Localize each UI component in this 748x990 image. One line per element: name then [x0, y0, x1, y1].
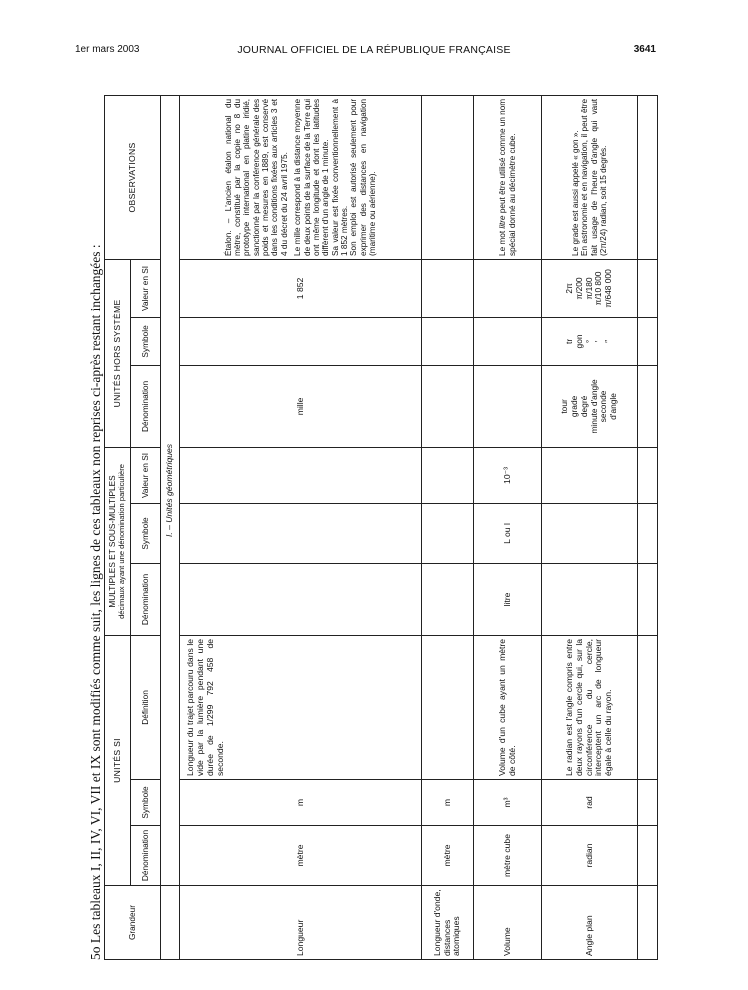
list-item: π/200 — [573, 277, 584, 300]
list-item: π/10 800 — [593, 271, 604, 306]
cell-empty — [638, 563, 658, 635]
col-mult-symbole: Symbole — [131, 503, 161, 563]
units-table — [104, 95, 658, 960]
cell-si-symbole: m — [180, 780, 422, 826]
cell-mult-valeur — [542, 447, 638, 503]
cell-empty — [638, 317, 658, 365]
header-journal-title: JOURNAL OFFICIEL DE LA RÉPUBLIQUE FRANÇAISE — [237, 44, 511, 56]
header-page-number: 3641 — [633, 44, 656, 55]
cell-grandeur: Angle plan — [542, 886, 638, 960]
cell-si-definition: Longueur du trajet parcouru dans le vide par la lumière pendant une durée de 1/299 792 458 de seconde. — [180, 635, 422, 779]
cell-empty — [638, 365, 658, 447]
header-date: 1er mars 2003 — [75, 44, 140, 55]
cell-si-definition: Volume d'un cube ayant un mètre de côté. — [474, 635, 542, 779]
list-item: minute d'angle — [588, 379, 599, 434]
cell-hs-denomination — [474, 365, 542, 447]
cell-mult-valeur — [422, 447, 474, 503]
cell-hs-denomination — [542, 365, 638, 447]
obs-litre-word: litre — [498, 215, 508, 229]
cell-hs-valeur — [422, 259, 474, 317]
obs-heure-angle: En astronomie et en navigation, il peut être fait usage de l'heure d'angle qui vaut (2π/24) radian, soit 15 degrés. — [580, 98, 608, 256]
list-item: 2π — [564, 283, 575, 294]
table-row-volume — [474, 95, 542, 959]
list-item: d'angle — [608, 393, 618, 420]
cell-empty — [638, 447, 658, 503]
cell-mult-symbole: L ou l — [474, 503, 542, 563]
intro-text: 5o Les tableaux I, II, IV, VI, VII et IX sont modifiés comme suit, les lignes de ces tableaux non reprises ci-après restant inchangées : — [88, 244, 103, 960]
section-row — [161, 95, 180, 959]
cell-mult-symbole — [422, 503, 474, 563]
list-item: tour — [559, 399, 570, 414]
cell-hs-valeur — [542, 259, 638, 317]
col-mult-denomination: Dénomination — [131, 563, 161, 635]
header-row-groups — [105, 95, 131, 959]
list-item: ′ — [593, 340, 604, 343]
rotated-units-table — [104, 96, 652, 960]
obs-litre-pre: Le mot — [498, 228, 508, 256]
col-observations: OBSERVATIONS — [105, 95, 161, 259]
list-item: π/648 000 — [603, 269, 614, 308]
col-hs-valeur: Valeur en SI — [131, 259, 161, 317]
list-item: degré — [578, 395, 589, 418]
col-hs-symbole: Symbole — [131, 317, 161, 365]
cell-empty — [638, 95, 658, 259]
table-row-longueur — [180, 95, 422, 959]
section-empty-cell — [161, 886, 180, 960]
cell-mult-valeur: 10⁻³ — [474, 447, 542, 503]
cell-empty — [638, 826, 658, 886]
obs-valeur: Sa valeur est fixée conventionnellement à 1 852 mètres. — [330, 98, 349, 256]
cell-si-symbole: rad — [542, 780, 638, 826]
group-hors-systeme: UNITÉS HORS SYSTÈME — [105, 259, 131, 447]
table-row-angle-plan — [542, 95, 638, 959]
cell-mult-denomination — [422, 563, 474, 635]
list-item: ° — [583, 339, 594, 344]
cell-mult-symbole — [542, 503, 638, 563]
obs-grade: Le grade est aussi appelé « gon ». — [570, 130, 580, 256]
section-title: I. – Unités géométriques — [161, 95, 180, 885]
cell-si-definition — [422, 635, 474, 779]
cell-grandeur: Longueur — [180, 886, 422, 960]
obs-etalon: Étalon. – L'ancien étalon national du mètre, constitué par la copie no 8 du prototype international en platine iridié, sanctionné par la conférence générale des poids et mesures en 1889, est conservé dans les conditions fixées aux articles 3 et 4 du décret du 24 avril 1975. — [223, 98, 289, 256]
cell-mult-denomination — [542, 563, 638, 635]
cell-mult-valeur — [180, 447, 422, 503]
cell-empty — [638, 259, 658, 317]
cell-observations — [422, 95, 474, 259]
obs-litre-post: peut être utilisé comme un nom spécial donné au décimètre cube. — [498, 98, 517, 256]
cell-empty — [638, 886, 658, 960]
list-item: grade — [569, 395, 579, 418]
list-item: seconde — [598, 390, 609, 423]
cell-hs-symbole — [542, 317, 638, 365]
cell-observations — [474, 95, 542, 259]
cell-hs-symbole — [180, 317, 422, 365]
cell-si-denomination: mètre cube — [474, 826, 542, 886]
cell-grandeur: Volume — [474, 886, 542, 960]
obs-mille: Le mille correspond à la distance moyenne de deux points de la surface de la Terre qui ont même longitude et dont les latitudes diffèrent d'un angle de 1 minute. — [293, 98, 331, 256]
cell-observations — [542, 95, 638, 259]
cell-hs-valeur: 1 852 — [180, 259, 422, 317]
list-item: tr — [564, 338, 575, 344]
cell-si-denomination: mètre — [180, 826, 422, 886]
list-item: gon — [573, 334, 584, 349]
cell-hs-denomination: mille — [180, 365, 422, 447]
table-row-longueur-onde — [422, 95, 474, 959]
group-multiples-line2: décimaux ayant une dénomination particulière — [116, 463, 126, 619]
group-unites-si: UNITÉS SI — [105, 635, 131, 885]
cell-empty — [638, 503, 658, 563]
list-item: ″ — [603, 339, 614, 343]
cell-empty — [638, 635, 658, 779]
col-si-definition: Définition — [131, 635, 161, 779]
cell-hs-symbole — [422, 317, 474, 365]
cell-si-definition: Le radian est l'angle compris entre deux rayons d'un cercle qui, sur la circonférence du cercle, interceptent un arc de longueur égale à celle du rayon. — [542, 635, 638, 779]
cell-si-denomination: radian — [542, 826, 638, 886]
cell-si-symbole: m³ — [474, 780, 542, 826]
cell-hs-valeur — [474, 259, 542, 317]
cell-grandeur: Longueur d'onde, distances atomiques — [422, 886, 474, 960]
col-si-denomination: Dénomination — [131, 826, 161, 886]
cell-observations — [180, 95, 422, 259]
cell-mult-denomination: litre — [474, 563, 542, 635]
group-multiples — [105, 447, 131, 635]
cell-si-symbole: m — [422, 780, 474, 826]
col-grandeur: Grandeur — [105, 886, 161, 960]
cell-hs-denomination — [422, 365, 474, 447]
group-multiples-line1: MULTIPLES ET SOUS-MULTIPLES — [107, 475, 118, 608]
col-hs-denomination: Dénomination — [131, 365, 161, 447]
cell-mult-symbole — [180, 503, 422, 563]
cell-hs-symbole — [474, 317, 542, 365]
col-si-symbole: Symbole — [131, 780, 161, 826]
cell-si-denomination: mètre — [422, 826, 474, 886]
table-row-continued — [638, 95, 658, 959]
col-mult-valeur: Valeur en SI — [131, 447, 161, 503]
cell-mult-denomination — [180, 563, 422, 635]
list-item: π/180 — [583, 277, 594, 300]
cell-empty — [638, 780, 658, 826]
obs-emploi: Son emploi est autorisé seulement pour exprimer des distances en navigation (maritime ou aérienne). — [349, 98, 377, 256]
